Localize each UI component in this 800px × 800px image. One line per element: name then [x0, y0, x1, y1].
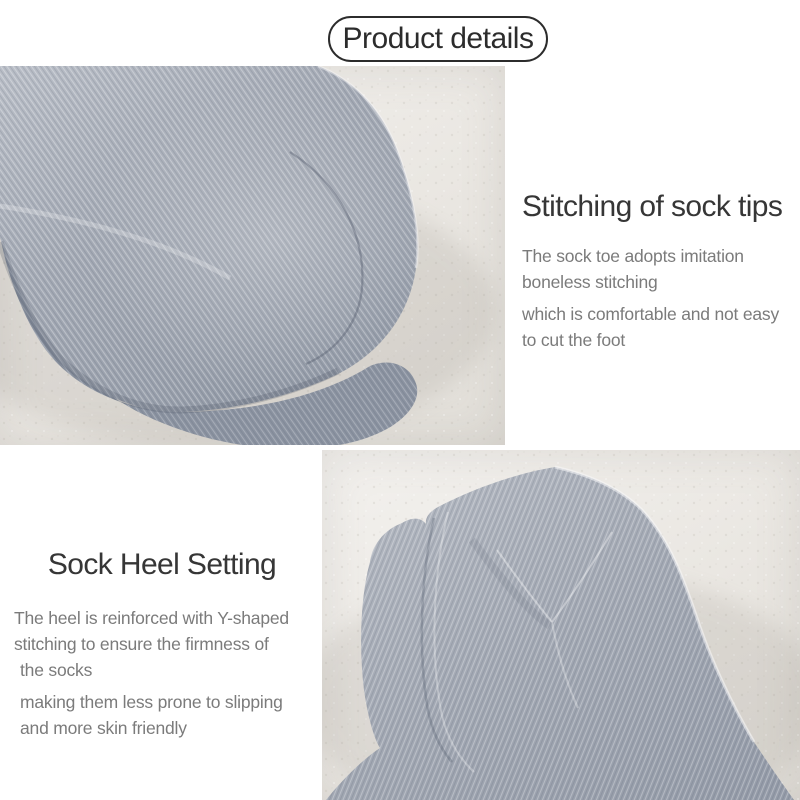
- page-title-label: Product details: [342, 22, 534, 55]
- sock-heel-photo: [322, 450, 800, 800]
- page-title: [328, 16, 548, 62]
- text-line: and more skin friendly: [20, 718, 187, 738]
- sock-heel-illustration: [322, 450, 800, 800]
- heel-paragraph-2: [14, 689, 310, 741]
- sock-toe-illustration: [0, 66, 505, 445]
- section-heading-heel: Sock Heel Setting: [47, 548, 277, 581]
- tips-paragraph-1: [522, 243, 800, 295]
- text-line: boneless stitching: [522, 272, 658, 292]
- heel-paragraph-1: [14, 605, 310, 683]
- section-sock-heel-setting: [14, 547, 310, 741]
- text-line: to cut the foot: [522, 330, 626, 350]
- text-line: the socks: [20, 660, 93, 680]
- text-line: stitching to ensure the firmness of: [14, 634, 269, 654]
- text-line: making them less prone to slipping: [20, 692, 283, 712]
- tips-paragraph-2: [522, 301, 800, 353]
- text-line: The sock toe adopts imitation: [522, 246, 744, 266]
- text-line: The heel is reinforced with Y-shaped: [14, 608, 289, 628]
- section-stitching-of-sock-tips: [522, 189, 800, 353]
- section-heading-tips: Stitching of sock tips: [522, 190, 783, 223]
- text-line: which is comfortable and not easy: [522, 304, 780, 324]
- sock-toe-photo: [0, 66, 505, 445]
